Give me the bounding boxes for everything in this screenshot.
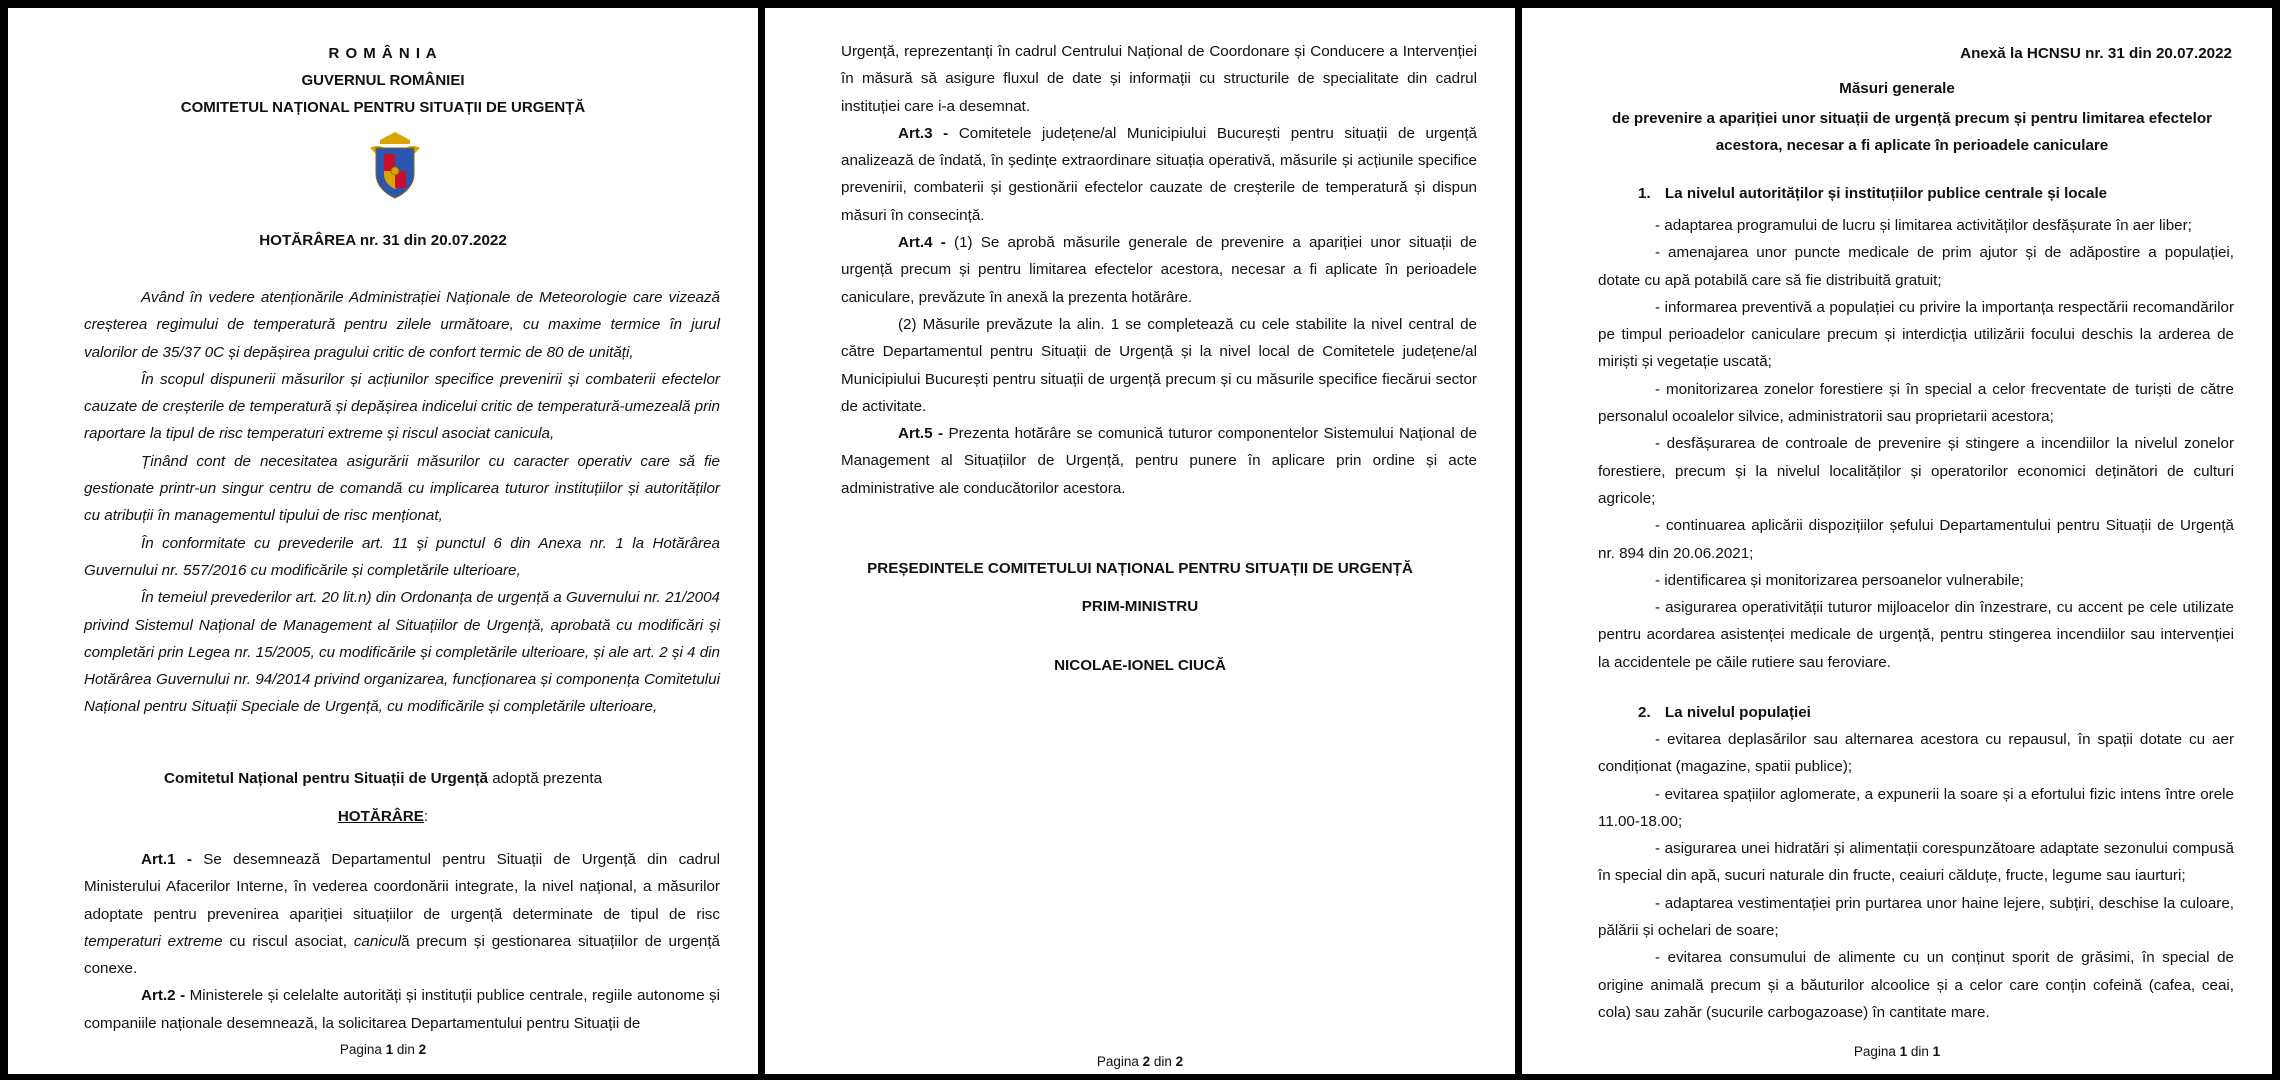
list-item: - asigurarea unei hidratări și alimentații corespunzătoare adaptate sezonului compusă în special din apă, sucuri naturale din fructe, ceaiuri călduțe, fructe, legume sau iaurturi; [1598,840,2234,885]
article-1 [84,846,720,982]
preamble-paragraph: În temeiul prevederilor art. 20 lit.n) din Ordonanța de urgență a Guvernului nr. 21/2004 privind Sistemul Național de Management al Situațiilor de Urgență, aprobată cu modificări și completări prin Legea nr. 15/2005, cu modificările și completările ulterioare, și ale art. 2 și 4 din Hotărârea Guvernului nr. 94/2014 privind organizarea, funcționarea și componența Comitetului Național pentru Situații Speciale de Urgență, cu modificările și completările ulterioare, [84,589,720,716]
section-title: La nivelul autorităților și instituțiilor publice centrale și locale [1664,185,2108,202]
list-item: - adaptarea programului de lucru și limitarea activităților desfășurate în aer liber; [1655,217,2192,234]
list-item: - identificarea și monitorizarea persoanelor vulnerabile; [1655,571,2024,589]
article-text: Comitetele județene/al Municipiului București pentru situații de urgență analizează de îndată, în ședințe extraordinare situația operativă, măsurile și acțiunile specifice prevenirii, combaterii și gestionării efectelor cauzate de creșterile de temperatură și dispun măsuri în consecință. [841,124,1477,224]
section-number: 1. [1638,185,1651,202]
preamble-paragraph: Având în vedere atenționările Administrației Naționale de Meteorologie care vizează creșterea regimului de temperatură pentru zilele următoare, cu maxime termice în jurul valorilor de 35/37 0C și depășirea pragului critic de confort termic de 80 de unități, [84,289,720,361]
article-2 [84,982,720,1037]
annex-title: Măsuri generale [1839,80,1955,97]
document-page-annex [1522,8,2272,1074]
section-2-heading [1638,704,1811,721]
footer-text: din [393,1042,419,1057]
footer-text: Pagina [1096,1054,1143,1069]
header-government: GUVERNUL ROMÂNIEI [301,72,465,89]
annex-subtitle: de prevenire a apariției unor situații de urgență precum și pentru limitarea efectelor acestora, necesar a fi aplicate în perioadele caniculare [1611,110,2213,154]
article-4-paragraph-2: (2) Măsurile prevăzute la alin. 1 se completează cu cele stabilite la nivel central de către Departamentul pentru Situații de Urgență și la nivel local de Comitetele județene/al Municipiului București pentru situații de urgență precum și cu măsurile specifice fiecărui sector de activitate. [841,315,1477,415]
preamble-paragraph: Ținând cont de necesitatea asigurării măsurilor cu caracter operativ care să fie gestionate printr-un singur centru de comandă cu implicarea tuturor instituțiilor și autorităților cu atribuții în managementul tipului de risc menționat, [84,452,720,525]
footer-page-number: 1 [1899,1044,1908,1059]
footer-text: Pagina [339,1042,386,1057]
section-1-heading [1638,185,2107,202]
footer-page-total: 2 [1175,1054,1184,1069]
section-number: 2. [1638,704,1651,721]
decision-title: HOTĂRÂREA nr. 31 din 20.07.2022 [259,232,507,249]
article-text: cu riscul asociat, [222,932,354,950]
signature-name: NICOLAE-IONEL CIUCĂ [1054,657,1226,674]
preamble-paragraph: În conformitate cu prevederile art. 11 și punctul 6 din Anexa nr. 1 la Hotărârea Guvernului nr. 557/2016 cu modificările și completările ulterioare, [84,534,720,579]
page-footer [8,1042,758,1057]
article-label: Art.3 - [898,124,959,142]
footer-page-number: 2 [1142,1054,1151,1069]
header-country: R O M Â N I A [328,45,438,62]
article-label: Art.5 - [898,425,949,443]
section-1-list [1598,212,2234,676]
section-2-list [1598,726,2234,1026]
articles-block [841,38,1477,502]
page-footer [1522,1044,2272,1059]
article-5 [841,420,1477,502]
document-page-2 [765,8,1515,1074]
article-3 [841,120,1477,229]
list-item: - asigurarea operativității tuturor mijloacelor din înzestrare, cu accent pe cele utilizate pentru acordarea asistenței medicale de urgență, pentru stingerea incendiilor sau intervenției la accidentele pe căile rutiere sau feroviare. [1598,599,2234,671]
article-text-italic: canicul [353,932,402,950]
list-item: - evitarea consumului de alimente cu un conținut sporit de grăsimi, în special de origine animală precum și a băuturilor alcoolice și a celor care conțin cofeină (cafea, ceai, cola) sau zahăr (sucurile carbogazoase) în cantitate mare. [1598,949,2234,1021]
preamble-paragraph: În scopul dispunerii măsurilor și acțiunilor specifice prevenirii și combaterii efectelor cauzate de creșterile de temperatură și depășirea indicelui critic de temperatură-umezeală prin raportare la tipul de risc temperaturi extreme și riscul asociat canicula, [84,370,720,443]
footer-page-number: 1 [385,1042,394,1057]
signature-title: PREȘEDINTELE COMITETULUI NAȚIONAL PENTRU SITUAȚII DE URGENȚĂ [867,560,1413,577]
list-item: - evitarea deplasărilor sau alternarea acestora cu repausul, în spații dotate cu aer condiționat (magazine, spatii publice); [1598,731,2234,776]
list-item: - monitorizarea zonelor forestiere și în special a celor frecventate de turiști de către personalul ocoalelor silvice, administratorii sau proprietarii acestora; [1598,380,2234,426]
list-item: - evitarea spațiilor aglomerate, a expunerii la soare și a efortului fizic intens între orele 11.00-18.00; [1598,785,2234,830]
article-text: Ministerele și celelalte autorități și instituții publice centrale, regiile autonome și companiile naționale desemnează, la solicitarea Departamentului pentru Situații de [84,987,720,1032]
decision-colon: : [423,808,429,825]
article-text: Prezenta hotărâre se comunică tuturor componentelor Sistemului Național de Management al Situațiilor de Urgență, pentru punere în aplicare prin ordine și acte administrative ale conducătorilor acestora. [841,425,1478,497]
footer-text: din [1150,1054,1176,1069]
section-title: La nivelul populației [1664,704,1811,721]
list-item: - continuarea aplicării dispozițiilor șefului Departamentului pentru Situații de Urgență nr. 894 din 20.06.2021; [1598,517,2234,562]
document-page-1 [8,8,758,1074]
footer-text: din [1907,1044,1933,1059]
header-committee: COMITETUL NAȚIONAL PENTRU SITUAȚII DE URGENȚĂ [180,99,586,116]
adopting-body: Comitetul Național pentru Situații de Urgență [163,770,489,787]
article-text: Se desemnează Departamentul pentru Situații de Urgență din cadrul Ministerului Afacerilor Interne, în vederea coordonării integrate, la nivel național, a măsurilor adoptate pentru prevenirea apariției situațiilor de urgență determinate de tipul de risc [84,851,720,923]
article-label: Art.4 - [898,234,955,252]
decision-word: HOTĂRÂRE [337,808,424,825]
coat-of-arms-icon [366,130,424,200]
article-4 [841,229,1477,311]
footer-text: Pagina [1853,1044,1900,1059]
list-item: - desfășurarea de controale de prevenire și stingere a incendiilor la nivelul zonelor forestiere, precum și la nivelul localităților și operatorilor economici deținători de culturi agricole; [1598,435,2234,507]
annex-reference: Anexă la HCNSU nr. 31 din 20.07.2022 [1960,45,2232,62]
list-item: - amenajarea unor puncte medicale de prim ajutor și de adăpostire a populației, dotate cu apă potabilă care să fie distribuită gratuit; [1598,244,2234,289]
adoption-line [8,770,758,787]
signature-role: PRIM-MINISTRU [1081,598,1199,615]
page-footer [765,1054,1515,1069]
article-text: (1) Se aprobă măsurile generale de prevenire a apariției unor situații de urgență precum și pentru limitarea efectelor acestora, necesar a fi aplicate în perioadele caniculare, prevăzute în anexă la prezenta hotărâre. [841,234,1477,306]
adoption-text: adoptă prezenta [488,770,603,787]
list-item: - adaptarea vestimentației prin purtarea unor haine lejere, subțiri, deschise la culoare, pălării și ochelari de soare; [1598,894,2234,940]
article-text-italic: temperaturi extreme [84,932,223,950]
list-item: - informarea preventivă a populației cu privire la importanța respectării recomandărilor pe timpul perioadelor caniculare precum și interdicția utilizării focului deschis la arderea de miriști și vegetație uscată; [1598,298,2234,371]
article-label: Art.1 - [141,851,204,868]
articles-block [84,846,720,1037]
article-text: ă precum și gestionarea situațiilor de urgență conexe. [84,932,721,978]
article-2-continued: Urgență, reprezentanți în cadrul Centrului Național de Coordonare și Conducere a Intervenției în măsură să asigure fluxul de date și informații cu structurile de specialitate din cadrul instituției care i-a desemnat. [841,43,1477,115]
footer-page-total: 2 [418,1042,427,1057]
article-label: Art.2 - [141,987,190,1005]
preamble [84,284,720,721]
decision-heading [8,808,758,825]
footer-page-total: 1 [1932,1044,1941,1059]
